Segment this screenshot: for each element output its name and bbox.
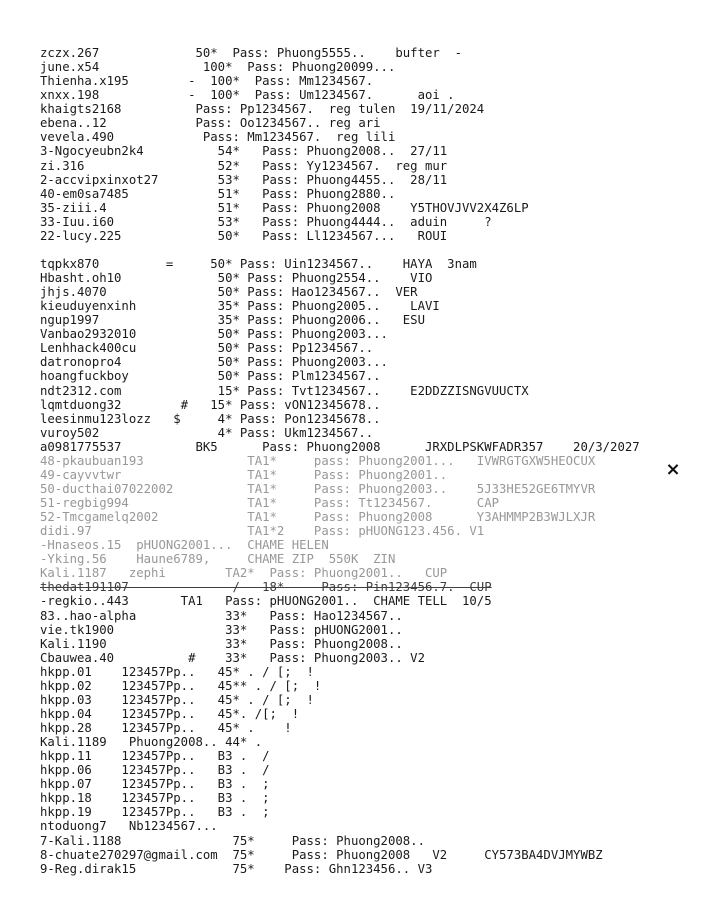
text-line: hkpp.02 123457Pp.. 45** . / [; !	[40, 678, 322, 693]
text-line: Kali.1189 Phuong2008.. 44* .	[40, 735, 263, 750]
text-document	[40, 46, 640, 876]
text-line: vie.tk1900 33* Pass: pHUONG2001..	[40, 622, 403, 637]
text-line: vuroy502 4* Pass: Ukm1234567..	[40, 425, 374, 440]
text-line: hkpp.18 123457Pp.. B3 . ;	[40, 791, 270, 806]
text-line: hkpp.04 123457Pp.. 45*. /[; !	[40, 706, 300, 721]
text-line: 8-chuate270297@gmail.com 75* Pass: Phuong2008 V2 CY573BA4DVJMYWBZ	[40, 847, 603, 862]
text-line: 52-Tmcgamelq2002 TA1* Pass: Phuong2008 Y3AHMMP2B3WJLXJR	[40, 510, 596, 525]
text-line: hkpp.19 123457Pp.. B3 . ;	[40, 805, 270, 820]
text-line: -Hnaseos.15 pHUONG2001... CHAME HELEN	[40, 538, 329, 553]
text-line: 40-em0sa7485 51* Pass: Phuong2880..	[40, 186, 396, 201]
text-line: tqpkx870 = 50* Pass: Uin1234567.. HAYA 3nam	[40, 256, 477, 271]
text-line: Thienha.x195 - 100* Pass: Mm1234567.	[40, 74, 374, 89]
text-line: -Yking.56 Haune6789, CHAME ZIP 550K ZIN	[40, 552, 396, 567]
text-line: 48-pkaubuan193 TA1* pass: Phuong2001... IVWRGTGXW5HEOCUX	[40, 453, 596, 468]
text-line: 2-accvipxinxot27 53* Pass: Phuong4455.. 28/11	[40, 172, 448, 187]
text-line: hkpp.11 123457Pp.. B3 . /	[40, 749, 270, 764]
text-line: khaigts2168 Pass: Pp1234567. reg tulen 19/11/2024	[40, 102, 485, 117]
text-line: 51-regbig994 TA1* Pass: Tt1234567. CAP	[40, 496, 500, 510]
text-line: 50-ducthai07022002 TA1* Pass: Phuong2003.. 5J33HE52GE6TMYVR	[40, 481, 596, 496]
text-lines	[40, 46, 640, 876]
text-line: xnxx.198 - 100* Pass: Um1234567. aoi .	[40, 88, 455, 103]
text-line: Vanbao2932010 50* Pass: Phuong2003...	[40, 327, 388, 342]
text-line: hoangfuckboy 50* Pass: Plm1234567..	[40, 369, 381, 384]
text-line: ebena..12 Pass: Oo1234567.. reg ari	[40, 116, 381, 131]
text-line: didi.97 TA1*2 Pass: pHUONG123.456. V1	[40, 524, 485, 539]
text-line: Kali.1187 zephi TA2* Pass: Phuong2001.. CUP	[40, 566, 448, 581]
text-line: Cbauwea.40 # 33* Pass: Phuong2003.. V2	[40, 650, 425, 665]
text-line: thedat191107 / 18* Pass: Pin123456.7. CUP	[40, 580, 492, 595]
text-line: 3-Ngocyeubn2k4 54* Pass: Phuong2008.. 27/11	[40, 144, 448, 159]
text-line: hkpp.06 123457Pp.. B3 . /	[40, 763, 270, 778]
text-line: 49-cayvvtwr TA1* Pass: Phuong2001..	[40, 467, 448, 482]
text-line: ngup1997 35* Pass: Phuong2006.. ESU	[40, 313, 425, 328]
text-line	[40, 243, 640, 257]
text-line: hkpp.28 123457Pp.. 45* . !	[40, 721, 292, 735]
text-line: hkpp.03 123457Pp.. 45* . / [; !	[40, 692, 314, 707]
text-line: hkpp.07 123457Pp.. B3 . ;	[40, 777, 270, 792]
text-line: leesinmu123lozz $ 4* Pass: Pon12345678..	[40, 411, 381, 426]
text-line: ntoduong7 Nb1234567...	[40, 819, 218, 834]
close-icon[interactable]: ×	[663, 460, 683, 480]
text-line: 9-Reg.dirak15 75* Pass: Ghn123456.. V3	[40, 861, 433, 876]
text-line: lqmtduong32 # 15* Pass: vON12345678..	[40, 397, 381, 412]
text-line: Kali.1190 33* Pass: Phuong2008..	[40, 636, 403, 651]
text-line: june.x54 100* Pass: Phuong20099...	[40, 60, 396, 75]
text-line: ndt2312.com 15* Pass: Tvt1234567.. E2DDZZISNGVUUCTX	[40, 383, 529, 398]
text-line: -regkio..443 TA1 Pass: pHUONG2001.. CHAME TELL 10/5	[40, 594, 492, 609]
text-line: datronopro4 50* Pass: Phuong2003...	[40, 355, 388, 370]
text-line: zczx.267 50* Pass: Phuong5555.. bufter -	[40, 46, 462, 60]
text-line: 22-lucy.225 50* Pass: Ll1234567... ROUI	[40, 228, 448, 243]
text-line: hkpp.01 123457Pp.. 45* . / [; !	[40, 664, 314, 679]
text-line: vevela.490 Pass: Mm1234567. reg lili	[40, 130, 396, 145]
text-line: kieuduyenxinh 35* Pass: Phuong2005.. LAVI	[40, 299, 440, 314]
text-line: 83..hao-alpha 33* Pass: Hao1234567..	[40, 608, 403, 623]
text-line: 7-Kali.1188 75* Pass: Phuong2008..	[40, 833, 425, 848]
text-line: 35-ziii.4 51* Pass: Phuong2008 Y5THOVJVV2X4Z6LP	[40, 200, 529, 215]
text-line: zi.316 52* Pass: Yy1234567. reg mur	[40, 158, 448, 173]
text-line: Hbasht.oh10 50* Pass: Phuong2554.. VIO	[40, 271, 433, 285]
text-line: a0981775537 BK5 Pass: Phuong2008 JRXDLPSKWFADR357 20/3/2027	[40, 439, 640, 454]
text-line: jhjs.4070 50* Pass: Hao1234567.. VER	[40, 285, 418, 300]
text-line: 33-Iuu.i60 53* Pass: Phuong4444.. aduin ?	[40, 214, 492, 229]
text-line: Lenhhack400cu 50* Pass: Pp1234567..	[40, 341, 374, 356]
